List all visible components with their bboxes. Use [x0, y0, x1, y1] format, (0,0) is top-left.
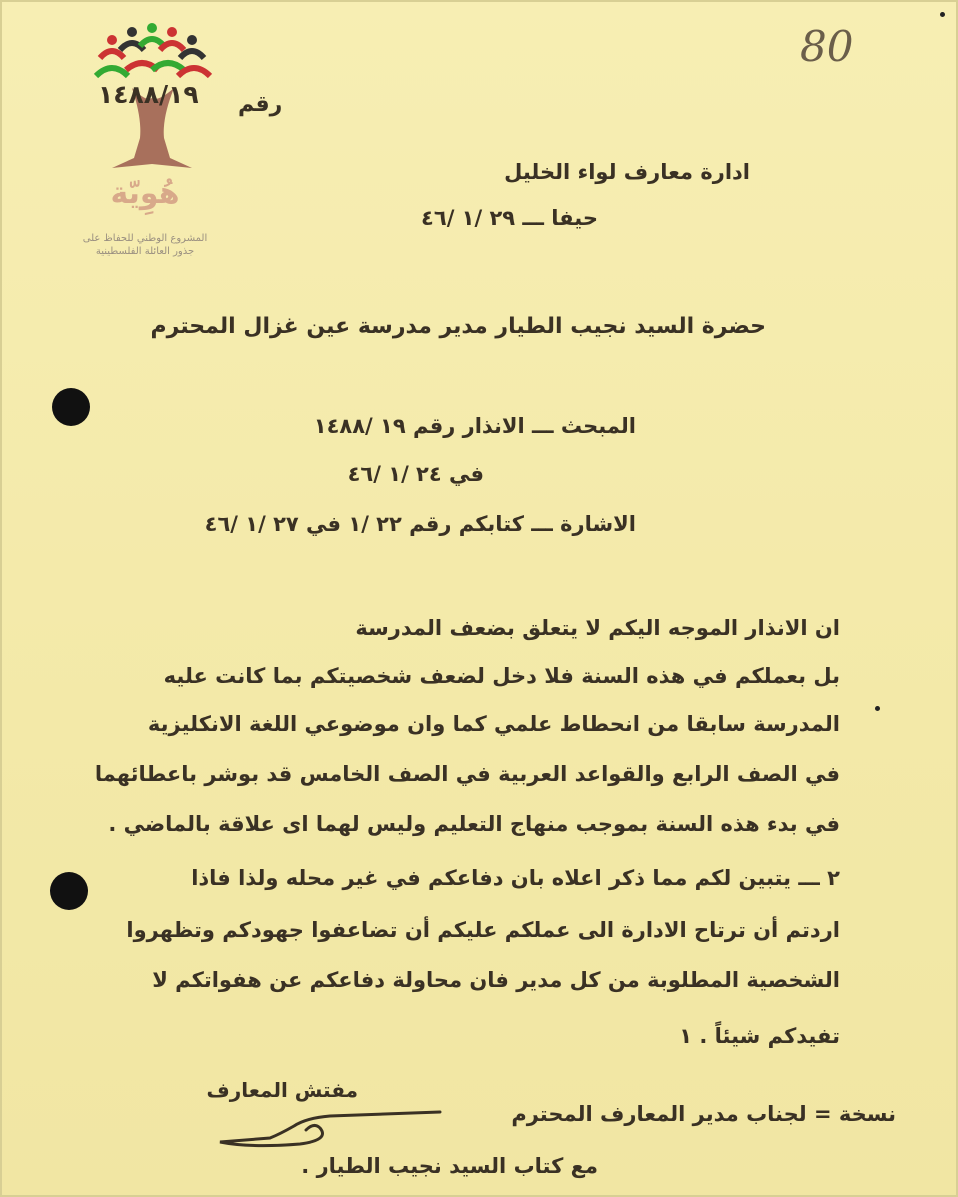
logo-caption-line2: جذور العائلة الفلسطينية [95, 246, 195, 257]
reference-number: ١٤٨٨/١٩ [98, 80, 199, 109]
addressee-line: حضرة السيد نجيب الطيار مدير مدرسة عين غزال المحترم [150, 314, 766, 339]
body-line: تفيدكم شيئاً . ١ [679, 1024, 840, 1048]
place-date: حيفا ـــ ٢٩ /١ /٤٦ [421, 206, 598, 230]
signatory-title: مفتش المعارف [206, 1078, 358, 1102]
subject-line: المبحث ـــ الانذار رقم ١٩ /١٤٨٨ [313, 414, 636, 438]
body-line: في بدء هذه السنة بموجب منهاج التعليم وليس لهما اى علاقة بالماضي . [108, 812, 840, 836]
copy-line: نسخة = لجناب مدير المعارف المحترم [511, 1102, 896, 1126]
copy-enclosure: مع كتاب السيد نجيب الطيار . [301, 1154, 598, 1178]
page-number: 80 [800, 22, 854, 71]
body-line: في الصف الرابع والقواعد العربية في الصف الخامس قد بوشر باعطائهما [94, 762, 840, 786]
ink-dot [940, 12, 945, 17]
body-line: الشخصية المطلوبة من كل مدير فان محاولة دفاعكم عن هفواتكم لا [152, 968, 840, 992]
body-line: اردتم أن ترتاح الادارة الى عملكم عليكم أن تضاعفوا جهودكم وتظهروا [126, 918, 840, 942]
tree-logo-icon [82, 18, 222, 268]
logo-wordmark: هُوِيّة [110, 176, 180, 211]
body-line: المدرسة سابقا من انحطاط علمي كما وان موضوعي اللغة الانكليزية [147, 712, 840, 736]
body-line: بل بعملكم في هذه السنة فلا دخل لضعف شخصيتكم بما كانت عليه [163, 664, 840, 688]
reference-label: رقم [238, 92, 283, 117]
office-name: ادارة معارف لواء الخليل [504, 160, 750, 184]
punch-hole-top [52, 388, 90, 426]
punch-hole-bottom [50, 872, 88, 910]
subject-date: في ٢٤ /١ /٤٦ [347, 462, 484, 486]
logo-caption-line1: المشروع الوطني للحفاظ على [82, 233, 208, 244]
body-line: ٢ ـــ يتبين لكم مما ذكر اعلاه بان دفاعكم في غير محله ولذا فاذا [191, 866, 840, 890]
logo-caption [70, 232, 220, 258]
reference-line: الاشارة ـــ كتابكم رقم ٢٢ /١ في ٢٧ /١ /٤٦ [204, 512, 636, 536]
handwritten-signature-icon [210, 1108, 450, 1158]
ink-dot [875, 706, 880, 711]
body-line: ان الانذار الموجه اليكم لا يتعلق بضعف المدرسة [355, 616, 840, 640]
